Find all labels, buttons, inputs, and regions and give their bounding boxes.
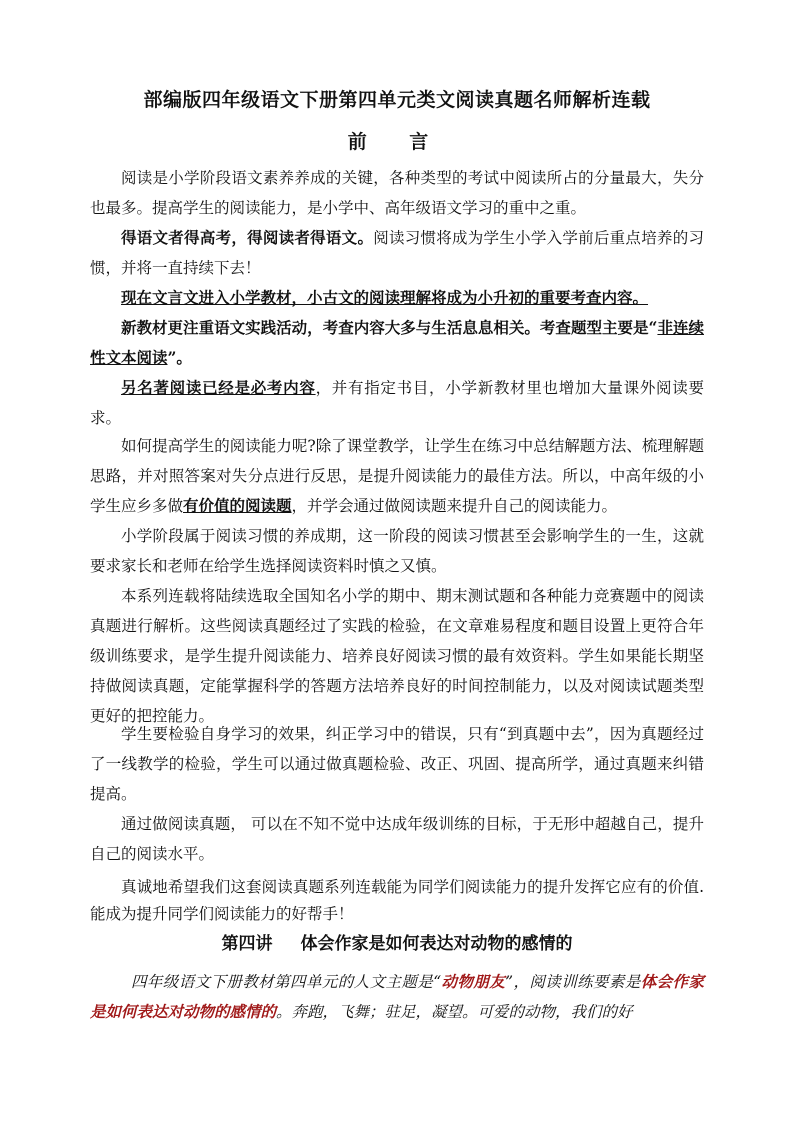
paragraph-4-text: 新教材更注重语文实践活动，考查内容大多与生活息息相关。考查题型主要是“	[121, 318, 658, 337]
paragraph-6	[90, 431, 704, 521]
paragraph-6-underline: 有价值的阅读题	[183, 496, 292, 515]
paragraph-2-emphasis: 得语文者得高考，得阅读者得语文。	[121, 228, 374, 247]
lecture-heading	[0, 929, 794, 954]
intro-text-b: ”，阅读训练要素是	[505, 973, 641, 991]
paragraph-4-end: ”。	[167, 348, 192, 367]
intro-text-a: 四年级语文下册教材第四单元的人文主题是“	[131, 973, 442, 991]
paragraph-2-text: 阅读习惯将成为学生小学入学前后重点培养的习惯，并将一直持续下去！	[90, 229, 704, 277]
paragraph-1: 阅读是小学阶段语文素养养成的关键，各种类型的考试中阅读所占的分量最大，失分也最多。提高学生的阅读能力，是小学中、高年级语文学习的重中之重。	[90, 169, 704, 217]
paragraph-5-underline: 另名著阅读已经是必考内容	[121, 378, 316, 397]
paragraph-3: 现在文言文进入小学教材，小古文的阅读理解将成为小升初的重要考查内容。	[121, 288, 649, 307]
paragraph-4-underline: 非连续性文本阅读	[90, 318, 704, 367]
intro-theme: 动物朋友	[441, 972, 506, 991]
preface-heading: 前 言	[347, 131, 447, 153]
paragraph-7: 小学阶段属于阅读习惯的养成期，这一阶段的阅读习惯甚至会影响学生的一生，这就要求家长和老师在给学生选择阅读资料时慎之又慎。	[90, 527, 704, 575]
paragraph-5-text: ，并有指定书目，小学新教材里也增加大量课外阅读要求。	[90, 379, 704, 427]
paragraph-6-text-a: 如何提高学生的阅读能力呢?除了课堂教学，让学生在练习中总结解题方法、梳理解题思路，并对照答案对失分点进行反思，是提升阅读能力的最佳方法。所以，中高年级的小学生应乡多做	[90, 437, 704, 515]
document-title: 部编版四年级语文下册第四单元类文阅读真题名师解析连载	[143, 89, 651, 111]
lecture-number: 第四讲	[221, 934, 273, 954]
paragraph-10: 通过做阅读真题， 可以在不知不觉中达成年级训练的目标，于无形中超越自己，提升自己的阅读水平。	[90, 815, 704, 863]
intro-text-c: 。奔跑，飞舞；驻足，凝望。可爱的动物，我们的好	[276, 1003, 633, 1021]
intro-paragraph	[90, 967, 704, 1027]
lecture-topic: 体会作家是如何表达对动物的感情的	[300, 934, 573, 954]
paragraph-5	[90, 373, 704, 433]
intro-element: 体会作家是如何表达对动物的感情的	[90, 972, 704, 1021]
paragraph-9: 学生要检验自身学习的效果，纠正学习中的错误，只有“到真题中去”，因为真题经过了一线教学的检验，学生可以通过做真题检验、改正、巩固、提高所学，通过真题来纠错提高。	[90, 725, 704, 803]
paragraph-4	[90, 313, 704, 373]
paragraph-11: 真诚地希望我们这套阅读真题系列连载能为同学们阅读能力的提升发挥它应有的价值.能成为提升同学们阅读能力的好帮手！	[90, 878, 704, 923]
paragraph-6-text-b: ，并学会通过做阅读题来提升自己的阅读能力。	[291, 497, 618, 515]
paragraph-2	[90, 223, 704, 283]
paragraph-8: 本系列连载将陆续选取全国知名小学的期中、期末测试题和各种能力竞赛题中的阅读真题进行解析。这些阅读真题经过了实践的检验，在文章难易程度和题目设置上更符合年级训练要求，是学生提升阅读能力、培养良好阅读习惯的最有效资料。学生如果能长期坚持做阅读真题，定能掌握科学的答题方法培养良好的时间控制能力，以及对阅读试题类型更好的把控能力。	[90, 587, 704, 725]
